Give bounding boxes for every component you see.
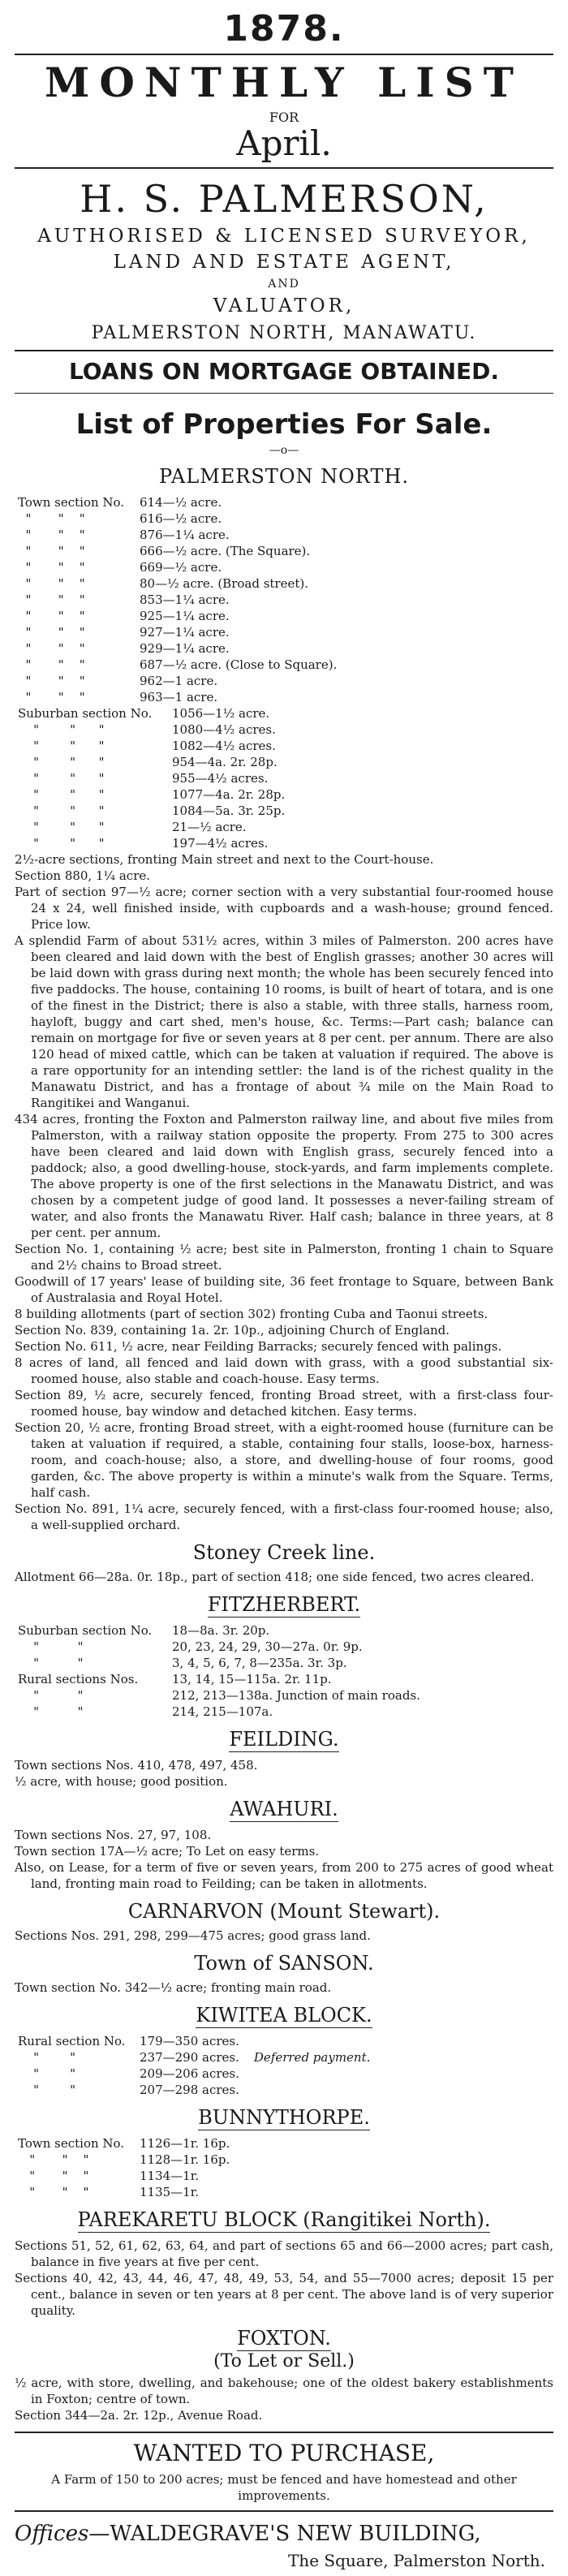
- section-row: [15, 1704, 553, 1720]
- feilding-heading-wrap: [15, 1728, 553, 1752]
- section-row: [15, 1639, 553, 1655]
- for-label: FOR: [269, 109, 299, 125]
- section-label: " " ": [18, 835, 105, 851]
- sanson-text: Town section No. 342—½ acre; fronting main road.: [15, 1979, 332, 1995]
- section-label: " " ": [18, 754, 105, 769]
- section-label: Rural sections Nos.: [18, 1671, 139, 1686]
- section-row: [15, 1671, 553, 1687]
- section-row: [15, 527, 553, 543]
- section-label: " " ": [18, 559, 85, 575]
- section-label: " " ": [18, 770, 105, 786]
- section-value: 963—1 acre.: [140, 689, 218, 704]
- section-value: 853—1¼ acre.: [140, 592, 230, 607]
- section-label: " ": [18, 2082, 76, 2097]
- section-label: " " ": [18, 803, 105, 818]
- offices-line: [15, 2522, 553, 2546]
- section-row: [15, 754, 553, 770]
- section-value: 1134—1r.: [140, 2168, 200, 2183]
- section-row: [15, 592, 553, 608]
- section-label: " ": [18, 1655, 84, 1670]
- section-row: [15, 819, 553, 835]
- foxton-line: Section 344—2a. 2r. 12p., Avenue Road.: [15, 2407, 263, 2423]
- section-label: Town section No.: [18, 2135, 125, 2151]
- section-value: 927—1¼ acre.: [140, 624, 230, 640]
- section-row: [15, 2168, 553, 2184]
- section-row: [15, 2049, 553, 2066]
- fitzherbert-rows: [15, 1622, 553, 1720]
- agent-name: H. S. PALMERSON,: [80, 176, 488, 221]
- divider: [15, 393, 553, 394]
- section-label: " ": [18, 1639, 84, 1654]
- foxton-subheading: (To Let or Sell.): [213, 2350, 355, 2371]
- document-title: MONTHLY LIST: [45, 58, 523, 106]
- section-label: " " ": [18, 2168, 89, 2183]
- monthly-list-document: [15, 0, 553, 2570]
- agent-title-valuator: VALUATOR,: [213, 295, 355, 317]
- section-label: " " ": [18, 786, 105, 802]
- divider: [15, 54, 553, 55]
- offices-address: The Square, Palmerston North.: [287, 2550, 545, 2570]
- section-label: " " ": [18, 592, 85, 607]
- property-paragraph: Section 89, ½ acre, securely fenced, fronting Broad street, with a first-class four-roomed house, bay window and detached kitchen. Easy terms.: [15, 1387, 553, 1419]
- section-label: Suburban section No.: [18, 705, 153, 721]
- section-row: [15, 640, 553, 657]
- section-label: " " ": [18, 738, 105, 753]
- and-label: AND: [268, 277, 300, 291]
- awahuri-heading: AWAHURI.: [230, 1797, 338, 1820]
- list-title: List of Properties For Sale.: [75, 407, 493, 441]
- awahuri-line: Town sections Nos. 27, 97, 108.: [15, 1827, 212, 1842]
- foxton-heading-wrap: [15, 2327, 553, 2351]
- section-value: 237—290 acres.: [140, 2049, 239, 2065]
- section-label: " " ": [18, 689, 85, 704]
- divider: [15, 2432, 553, 2433]
- section-row: [15, 657, 553, 673]
- section-label: " " ": [18, 657, 85, 672]
- section-label: " ": [18, 1704, 84, 1719]
- section-label: " " ": [18, 527, 85, 542]
- section-label: " " ": [18, 640, 85, 656]
- section-label: " ": [18, 1687, 84, 1703]
- fitzherbert-heading: FITZHERBERT.: [207, 1592, 361, 1616]
- palmerston-heading: PALMERSTON NORTH.: [158, 464, 410, 488]
- section-label: " " ": [18, 575, 85, 591]
- section-value: 1126—1r. 16p.: [140, 2135, 230, 2151]
- foxton-heading: FOXTON.: [237, 2326, 331, 2350]
- property-paragraph: 8 acres of land, all fenced and laid down with grass, with a good substantial six-roomed house, also stable and coach-house. Easy terms.: [15, 1355, 553, 1386]
- bunnythorpe-heading: BUNNYTHORPE.: [198, 2105, 370, 2129]
- section-value: 209—206 acres.: [140, 2066, 239, 2081]
- offices-label: Offices: [15, 2521, 89, 2546]
- year-heading: 1878.: [223, 8, 345, 50]
- section-value: 21—½ acre.: [172, 819, 247, 834]
- bunnythorpe-rows: [15, 2135, 553, 2200]
- section-row: [15, 543, 553, 559]
- section-value: 954—4a. 2r. 28p.: [172, 754, 278, 769]
- section-value: 929—1¼ acre.: [140, 640, 230, 656]
- property-paragraph: Part of section 97—½ acre; corner section with a very substantial four-roomed house 24 x 24, well finished inside, with cupboards and a wash-house; ground fenced. Price low.: [15, 884, 553, 932]
- section-row: [15, 2135, 553, 2152]
- section-row: [15, 1655, 553, 1671]
- awahuri-heading-wrap: [15, 1798, 553, 1822]
- palmerston-town-sections: [15, 494, 553, 705]
- section-value: 616—½ acre.: [140, 510, 222, 526]
- section-label: " " ": [18, 543, 85, 558]
- parekaretu-heading: PAREKARETU BLOCK (Rangitikei North).: [77, 2208, 491, 2231]
- wanted-heading: WANTED TO PURCHASE,: [133, 2439, 435, 2466]
- loans-heading: LOANS ON MORTGAGE OBTAINED.: [68, 357, 500, 385]
- divider: [15, 350, 553, 351]
- palmerston-paragraphs: [15, 851, 553, 1533]
- section-value: 212, 213—138a. Junction of main roads.: [172, 1687, 420, 1703]
- carnarvon-text: Sections Nos. 291, 298, 299—475 acres; good grass land.: [15, 1928, 371, 1943]
- section-label: " " ": [18, 624, 85, 640]
- section-label: " " ": [18, 2184, 89, 2199]
- kiwitea-heading: KIWITEA BLOCK.: [196, 2003, 372, 2027]
- property-paragraph: 8 building allotments (part of section 302) fronting Cuba and Taonui streets.: [15, 1306, 488, 1321]
- section-value: 955—4½ acres.: [172, 770, 269, 786]
- sanson-heading: Town of SANSON.: [194, 1951, 374, 1975]
- section-value: 20, 23, 24, 29, 30—27a. 0r. 9p.: [172, 1639, 363, 1654]
- section-row: [15, 2082, 553, 2098]
- month-heading: April.: [236, 123, 332, 163]
- section-row: [15, 770, 553, 786]
- section-row: [15, 575, 553, 592]
- section-value: 1084—5a. 3r. 25p.: [172, 803, 286, 818]
- section-value: 666—½ acre. (The Square).: [140, 543, 311, 558]
- section-row: [15, 2152, 553, 2168]
- property-paragraph: Section 20, ½ acre, fronting Broad street, with a eight-roomed house (furniture can be taken at valuation if required, a stable, containing four stalls, loose-box, harness-room, and coach-house; also, a store, and dwelling-house of four rooms, good garden, &c. The above property is within a minute's walk from the Square. Terms, half cash.: [15, 1419, 553, 1500]
- section-value: 1135—1r.: [140, 2184, 200, 2199]
- section-label: " " ": [18, 510, 85, 526]
- stoney-creek-heading: Stoney Creek line.: [192, 1540, 376, 1564]
- kiwitea-rows: [15, 2033, 553, 2098]
- section-row: [15, 673, 553, 689]
- section-row: [15, 510, 553, 527]
- property-paragraph: Goodwill of 17 years' lease of building site, 36 feet frontage to Square, between Bank of Australasia and Royal Hotel.: [15, 1273, 553, 1305]
- section-label: " " ": [18, 722, 105, 737]
- foxton-text: ½ acre, with store, dwelling, and bakehouse; one of the oldest bakery establishments in Foxton; centre of town.: [15, 2375, 553, 2406]
- section-value: 1080—4½ acres.: [172, 722, 276, 737]
- stoney-creek-text: Allotment 66—28a. 0r. 18p., part of section 418; one side fenced, two acres cleared.: [15, 1569, 535, 1584]
- section-value: 179—350 acres.: [140, 2033, 239, 2048]
- section-row: [15, 2033, 553, 2049]
- section-value: 1082—4½ acres.: [172, 738, 276, 753]
- section-label: " " ": [18, 819, 105, 834]
- parekaretu-text: Sections 51, 52, 61, 62, 63, 64, and part of sections 65 and 66—2000 acres; part cash, balance in five years at five per cent.: [15, 2238, 553, 2269]
- section-row: [15, 689, 553, 705]
- section-value: 687—½ acre. (Close to Square).: [140, 657, 338, 672]
- divider: [15, 167, 553, 169]
- section-row: [15, 494, 553, 510]
- section-row: [15, 2066, 553, 2082]
- agent-address: PALMERSTON NORTH, MANAWATU.: [91, 322, 477, 343]
- section-value: 1077—4a. 2r. 28p.: [172, 786, 286, 802]
- section-value: 214, 215—107a.: [172, 1704, 273, 1719]
- property-paragraph: Section No. 891, 1¼ acre, securely fenced, with a first-class four-roomed house; also, a well-supplied orchard.: [15, 1501, 553, 1532]
- section-row: [15, 624, 553, 640]
- section-value: 207—298 acres.: [140, 2082, 239, 2097]
- carnarvon-heading: CARNARVON (Mount Stewart).: [127, 1899, 441, 1923]
- section-value: 1128—1r. 16p.: [140, 2152, 230, 2167]
- section-row: [15, 705, 553, 722]
- section-value: 925—1¼ acre.: [140, 608, 230, 623]
- section-value: 13, 14, 15—115a. 2r. 11p.: [172, 1671, 332, 1686]
- property-paragraph: Section No. 611, ½ acre, near Feilding Barracks; securely fenced with palings.: [15, 1338, 502, 1354]
- section-row: [15, 835, 553, 851]
- feilding-heading: FEILDING.: [229, 1727, 339, 1751]
- section-row: [15, 559, 553, 575]
- property-paragraph: Section No. 1, containing ½ acre; best site in Palmerston, fronting 1 chain to Square and 2½ chains to Broad street.: [15, 1241, 553, 1273]
- kiwitea-heading-wrap: [15, 2004, 553, 2028]
- section-row: [15, 738, 553, 754]
- awahuri-line: Town section 17A—½ acre; To Let on easy terms.: [15, 1843, 320, 1859]
- section-row: [15, 608, 553, 624]
- awahuri-lease-text: Also, on Lease, for a term of five or seven years, from 200 to 275 acres of good wheat land, fronting main road to Feilding; can be taken in allotments.: [15, 1859, 553, 1891]
- agent-title-surveyor: AUTHORISED & LICENSED SURVEYOR,: [37, 225, 531, 247]
- offices-building: —WALDEGRAVE'S NEW BUILDING,: [88, 2521, 481, 2546]
- divider: [15, 2510, 553, 2512]
- section-label: " " ": [18, 2152, 89, 2167]
- section-value: 669—½ acre.: [140, 559, 222, 575]
- section-row: [15, 722, 553, 738]
- ornament: —o—: [269, 443, 299, 457]
- section-value: 962—1 acre.: [140, 673, 218, 688]
- bunnythorpe-heading-wrap: [15, 2106, 553, 2130]
- palmerston-suburban-sections: [15, 705, 553, 851]
- section-row: [15, 786, 553, 803]
- section-label: " " ": [18, 673, 85, 688]
- section-value: 3, 4, 5, 6, 7, 8—235a. 3r. 3p.: [172, 1655, 347, 1670]
- wanted-text: A Farm of 150 to 200 acres; must be fenced and have homestead and other improvements.: [51, 2471, 517, 2503]
- parekaretu-text: Sections 40, 42, 43, 44, 46, 47, 48, 49, 53, 54, and 55—7000 acres; deposit 15 per cent., balance in seven or ten years at 8 per cent. The above land is of very superior quality.: [15, 2270, 553, 2318]
- section-row: [15, 1687, 553, 1704]
- section-value: 614—½ acre.: [140, 494, 222, 510]
- section-row: [15, 1622, 553, 1639]
- section-label: Rural section No.: [18, 2033, 126, 2048]
- section-label: " " ": [18, 608, 85, 623]
- section-value: 197—4½ acres.: [172, 835, 269, 851]
- property-paragraph: 2½-acre sections, fronting Main street and next to the Court-house.: [15, 851, 434, 867]
- property-paragraph: Section No. 839, containing 1a. 2r. 10p., adjoining Church of England.: [15, 1322, 450, 1338]
- section-value: 80—½ acre. (Broad street).: [140, 575, 309, 591]
- section-value: 18—8a. 3r. 20p.: [172, 1622, 270, 1638]
- feilding-line: ½ acre, with house; good position.: [15, 1773, 228, 1789]
- parekaretu-heading-wrap: [15, 2208, 553, 2233]
- property-paragraph: Section 880, 1¼ acre.: [15, 868, 151, 883]
- property-paragraph: A splendid Farm of about 531½ acres, within 3 miles of Palmerston. 200 acres have been cleared and laid down with the best of English grasses; another 30 acres will be laid down with grass during next month; the whole has been securely fenced into five paddocks. The house, containing 10 rooms, is built of heart of totara, and is one of the finest in the District; there is also a stable, with three stalls, harness room, hayloft, buggy and cart shed, men's house, &c. Terms:—Part cash; balance can remain on mortgage for five or seven years at 8 per cent. per annum. There are also 120 head of mixed cattle, which can be taken at valuation if required. The above is a rare opportunity for an intending settler: the land is of the richest quality in the Manawatu District, and has a frontage of about ¾ mile on the Main Road to Rangitikei and Wanganui.: [15, 933, 553, 1110]
- section-row: [15, 2184, 553, 2200]
- section-row: [15, 803, 553, 819]
- section-value: 876—1¼ acre.: [140, 527, 230, 542]
- section-value: 1056—1½ acre.: [172, 705, 270, 721]
- fitzherbert-heading-wrap: [15, 1593, 553, 1618]
- section-note: Deferred payment.: [253, 2049, 371, 2065]
- section-label: Suburban section No.: [18, 1622, 153, 1638]
- section-label: Town section No.: [18, 494, 125, 510]
- feilding-line: Town sections Nos. 410, 478, 497, 458.: [15, 1757, 258, 1773]
- property-paragraph: 434 acres, fronting the Foxton and Palmerston railway line, and about five miles from Palmerston, with a railway station opposite the property. From 275 to 300 acres have been cleared and laid down with English grass, securely fenced into a paddock; also, a good dwelling-house, stock-yards, and farm implements complete. The above property is one of the first selections in the Manawatu District, and was chosen by a competent judge of good land. It possesses a never-failing stream of water, and also fronts the Manawatu River. Half cash; balance in three years, at 8 per cent. per annum.: [15, 1111, 553, 1240]
- section-label: " ": [18, 2066, 76, 2081]
- section-label: " ": [18, 2049, 76, 2065]
- agent-title-land-agent: LAND AND ESTATE AGENT,: [113, 251, 455, 273]
